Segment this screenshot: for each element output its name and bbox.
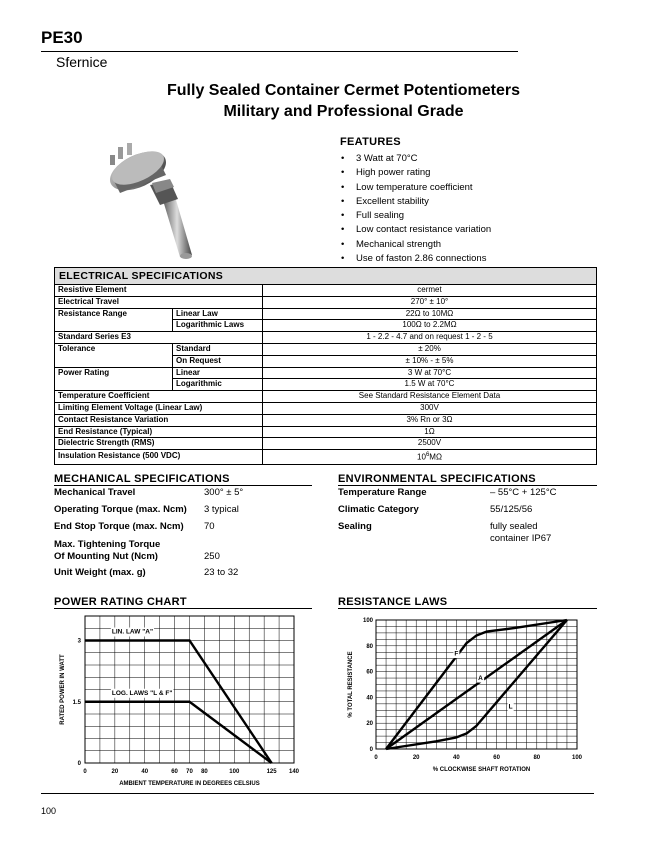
spec-value: 70 [204, 521, 215, 532]
table-row [55, 332, 597, 344]
table-row [55, 343, 597, 355]
y-tick-label: 20 [366, 721, 373, 728]
y-axis-label: RATED POWER IN WATT [60, 654, 66, 725]
spec-value: 1 - 2.2 - 4.7 and on request 1 - 2 - 5 [263, 332, 597, 344]
feature-item: • Mechanical strength [338, 238, 628, 252]
power-rating-chart [54, 612, 316, 790]
series-line [85, 702, 272, 763]
spec-value-cont: container IP67 [490, 533, 552, 544]
y-tick-label: 0 [369, 747, 373, 753]
spec-value: See Standard Resistance Element Data [263, 391, 597, 403]
spec-label: Tolerance [55, 343, 173, 355]
spec-label: Max. Tightening Torque [54, 539, 161, 550]
environmental-heading: ENVIRONMENTAL SPECIFICATIONS [338, 473, 536, 485]
spec-sublabel: Linear Law [173, 308, 263, 320]
x-tick-label: 125 [266, 769, 277, 775]
spec-label-cont: Of Mounting Nut (Ncm) [54, 551, 158, 562]
section-rule [54, 485, 312, 486]
section-rule [338, 608, 597, 609]
spec-label: Mechanical Travel [54, 487, 136, 498]
spec-label: Temperature Range [338, 487, 427, 498]
features-section [338, 136, 628, 266]
table-row [55, 391, 597, 403]
spec-label: Electrical Travel [55, 296, 263, 308]
environmental-spec-list [338, 487, 597, 557]
resistance-chart-title: RESISTANCE LAWS [338, 596, 448, 608]
y-tick-label: 40 [366, 695, 373, 702]
spec-value: 55/125/56 [490, 504, 533, 515]
feature-item: • Use of faston 2.86 connections [338, 252, 628, 266]
spec-value: 3 W at 70°C [263, 367, 597, 379]
y-tick-label: 0 [77, 761, 81, 767]
header-rule [41, 51, 518, 52]
spec-label: Sealing [338, 521, 372, 532]
spec-label: End Resistance (Typical) [55, 426, 263, 438]
x-axis-label: AMBIENT TEMPERATURE IN DEGREES CELSIUS [119, 781, 260, 787]
x-tick-label: 100 [571, 755, 583, 761]
spec-value: 22Ω to 10MΩ [263, 308, 597, 320]
spec-value: ± 10% - ± 5% [263, 355, 597, 367]
spec-value: 1.5 W at 70°C [263, 379, 597, 391]
spec-value: 270° ± 10° [263, 296, 597, 308]
insulation-exponent: 6 [425, 452, 430, 459]
table-row [55, 414, 597, 426]
x-tick-label: 0 [374, 755, 378, 761]
y-tick-label: 60 [366, 669, 373, 676]
x-axis-label: % CLOCKWISE SHAFT ROTATION [432, 767, 531, 773]
spec-value: 250 [204, 551, 220, 562]
x-tick-label: 70 [186, 769, 193, 775]
spec-label: End Stop Torque (max. Ncm) [54, 521, 184, 532]
mechanical-section [54, 473, 312, 486]
feature-item: • Full sealing [338, 209, 628, 223]
spec-value: 3 typical [204, 504, 239, 515]
spec-label [55, 379, 173, 391]
x-tick-label: 60 [171, 769, 178, 775]
spec-value: fully sealed [490, 521, 538, 532]
spec-sublabel: Logarithmic [173, 379, 263, 391]
title-line-2: Military and Professional Grade [223, 103, 464, 120]
series-label: LIN. LAW "A" [111, 628, 154, 636]
y-tick-label: 1.5 [72, 699, 81, 706]
series-label: LOG. LAWS "L & F" [111, 689, 173, 697]
section-rule [54, 608, 312, 609]
electrical-spec-table [54, 267, 597, 465]
table-row [55, 320, 597, 332]
features-heading: FEATURES [340, 136, 401, 148]
table-row [55, 402, 597, 414]
spec-value: cermet [263, 285, 597, 297]
spec-value: 3% Rn or 3Ω [263, 414, 597, 426]
resistance-chart-section [338, 596, 597, 609]
spec-label [55, 355, 173, 367]
spec-label: Dielectric Strength (RMS) [55, 438, 263, 450]
x-tick-label: 40 [453, 755, 460, 761]
x-tick-label: 20 [412, 755, 420, 761]
y-tick-label: 80 [366, 643, 373, 650]
series-label: L [508, 703, 513, 711]
spec-label: Temperature Coefficient [55, 391, 263, 403]
x-tick-label: 100 [229, 769, 240, 775]
resistance-laws-chart [338, 612, 597, 777]
table-row [55, 355, 597, 367]
spec-value: 23 to 32 [204, 567, 239, 578]
feature-item: • Low contact resistance variation [338, 223, 628, 237]
footer-rule [41, 793, 594, 794]
spec-label: Standard Series E3 [55, 332, 263, 344]
table-row [55, 450, 597, 464]
spec-value: 1Ω [263, 426, 597, 438]
spec-label: Insulation Resistance (500 VDC) [55, 450, 263, 464]
potentiometer-photo [100, 135, 205, 265]
series-label: A [478, 675, 483, 683]
mechanical-heading: MECHANICAL SPECIFICATIONS [54, 473, 230, 485]
x-tick-label: 80 [201, 769, 208, 775]
mechanical-spec-list [54, 487, 312, 587]
brand-name: Sfernice [56, 54, 108, 70]
table-row [55, 426, 597, 438]
spec-value: ± 20% [263, 343, 597, 355]
feature-item: • High power rating [338, 166, 628, 180]
insulation-mantissa: 10 [417, 452, 426, 462]
spec-label: Resistance Range [55, 308, 173, 320]
spec-label: Power Rating [55, 367, 173, 379]
spec-label: Operating Torque (max. Ncm) [54, 504, 187, 515]
spec-value: – 55°C + 125°C [490, 487, 557, 498]
x-tick-label: 0 [83, 769, 87, 775]
spec-label: Contact Resistance Variation [55, 414, 263, 426]
spec-label: Resistive Element [55, 285, 263, 297]
spec-label: Climatic Category [338, 504, 419, 515]
spec-label: Unit Weight (max. g) [54, 567, 146, 578]
y-tick-label: 100 [362, 618, 373, 624]
spec-label [55, 320, 173, 332]
y-axis-label: % TOTAL RESISTANCE [348, 651, 354, 718]
x-tick-label: 60 [493, 755, 500, 761]
spec-value: 300° ± 5° [204, 487, 244, 498]
spec-sublabel: Standard [173, 343, 263, 355]
spec-value: 300V [263, 402, 597, 414]
spec-sublabel: On Request [173, 355, 263, 367]
feature-item: • 3 Watt at 70°C [338, 152, 628, 166]
insulation-unit: MΩ [429, 452, 442, 462]
x-tick-label: 140 [288, 769, 300, 775]
spec-value [263, 450, 597, 464]
page-number: 100 [41, 806, 57, 816]
x-tick-label: 80 [533, 755, 541, 761]
section-rule [338, 485, 597, 486]
page-title [0, 80, 657, 122]
spec-label: Limiting Element Voltage (Linear Law) [55, 402, 263, 414]
title-line-1: Fully Sealed Container Cermet Potentiometers [167, 82, 520, 99]
spec-value: 2500V [263, 438, 597, 450]
series-label: F [454, 650, 459, 658]
table-row [55, 438, 597, 450]
power-chart-section [54, 596, 312, 609]
x-tick-label: 40 [141, 769, 149, 775]
y-tick-label: 3 [77, 638, 81, 645]
features-list [338, 152, 628, 266]
product-code: PE30 [41, 28, 83, 47]
power-chart-title: POWER RATING CHART [54, 596, 187, 608]
spec-sublabel: Linear [173, 367, 263, 379]
table-row [55, 308, 597, 320]
table-row [55, 367, 597, 379]
table-row [55, 285, 597, 297]
electrical-heading: ELECTRICAL SPECIFICATIONS [54, 267, 597, 284]
table-row [55, 379, 597, 391]
spec-value: 100Ω to 2.2MΩ [263, 320, 597, 332]
environmental-section [338, 473, 597, 486]
feature-item: • Excellent stability [338, 195, 628, 209]
table-row [55, 296, 597, 308]
spec-sublabel: Logarithmic Laws [173, 320, 263, 332]
feature-item: • Low temperature coefficient [338, 181, 628, 195]
x-tick-label: 20 [111, 769, 119, 775]
